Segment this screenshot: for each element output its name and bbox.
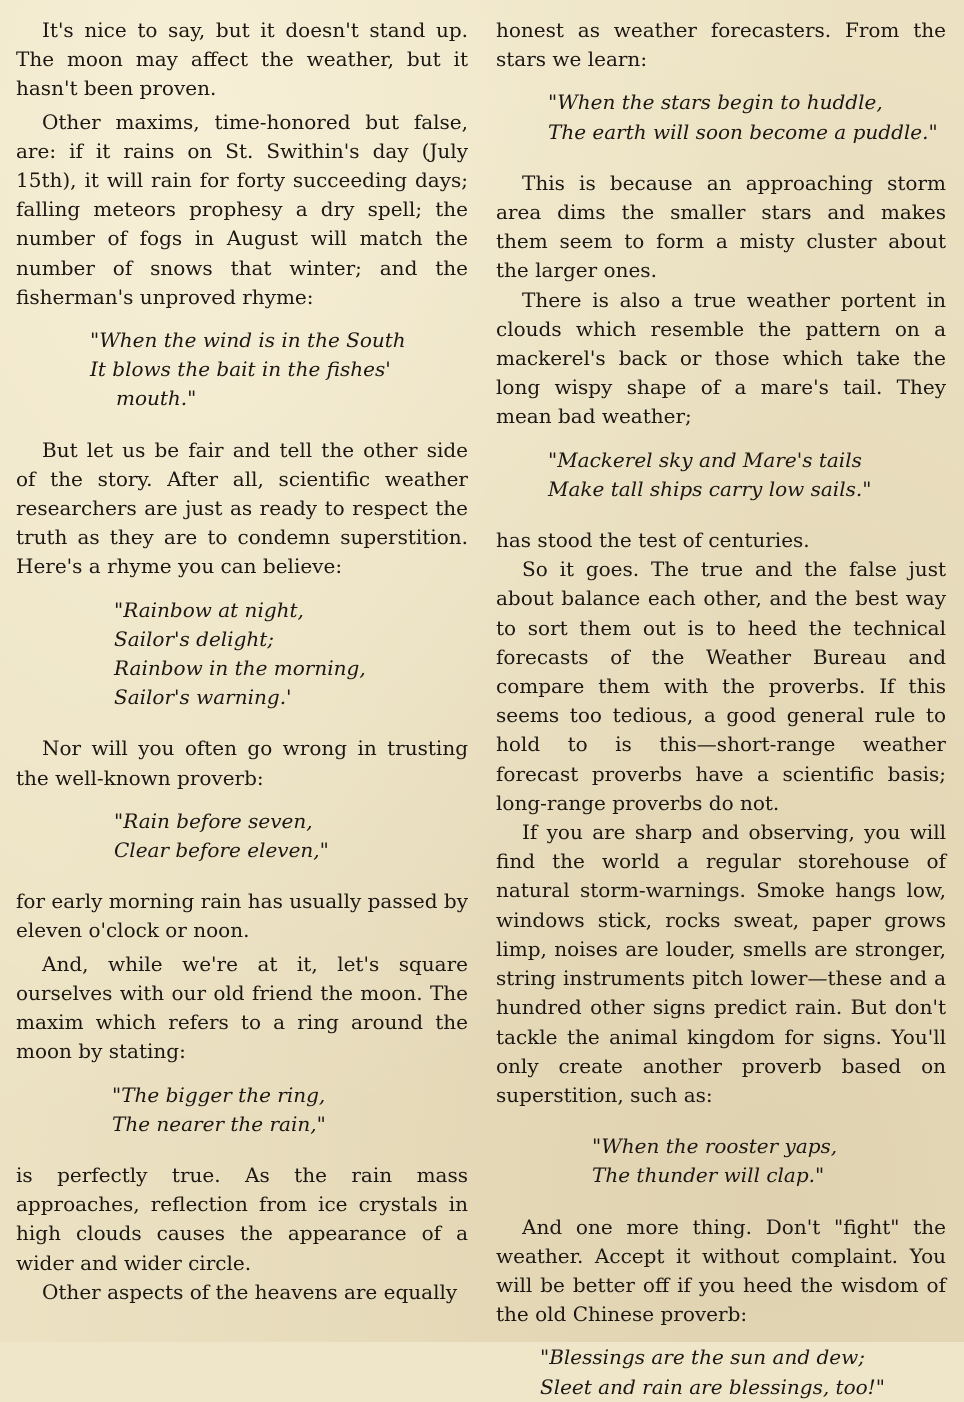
paragraph: And one more thing. Don't "fight" the weather. Accept it without complaint. You will be better off if you heed the wisdom of the old Chinese proverb: [496, 1214, 946, 1327]
paragraph: Other maxims, time-honored but false, are: if it rains on St. Swithin's day (July 15th), it will rain for forty succeeding days; falling meteors prophesy a dry spell; the number of fogs in August will match the number of snows that winter; and the fisherman's unproved rhyme: [16, 109, 468, 309]
verse-line: The earth will soon become a puddle." [548, 119, 938, 144]
paragraph: honest as weather forecasters. From the stars we learn: [496, 18, 946, 72]
paragraph: And, while we're at it, let's square ourselves with our old friend the moon. The maxim which refers to a ring around the moon by stating: [16, 951, 468, 1064]
paragraph: Other aspects of the heavens are equally [42, 1279, 458, 1304]
paragraph: is perfectly true. As the rain mass approaches, reflection from ice crystals in high clouds causes the appearance of a wider and wider circle. [16, 1162, 468, 1275]
verse-line: mouth." [116, 386, 197, 411]
paragraph: has stood the test of centuries. [496, 528, 810, 553]
paragraph: Nor will you often go wrong in trusting the well-known proverb: [16, 736, 468, 790]
verse-line: "When the stars begin to huddle, [548, 90, 883, 115]
verse-rain-before-seven [16, 807, 468, 865]
verse-line: "Mackerel sky and Mare's tails [548, 447, 862, 472]
verse-line: The nearer the rain," [112, 1111, 326, 1136]
right-column [496, 16, 946, 1402]
verse-wind-south [16, 326, 468, 414]
paragraph: for early morning rain has usually passed by eleven o'clock or noon. [16, 889, 468, 943]
verse-line: Make tall ships carry low sails." [548, 476, 872, 501]
left-column [16, 16, 468, 1307]
verse-rainbow [16, 596, 468, 713]
verse-blessings [496, 1343, 946, 1401]
verse-line: "The bigger the ring, [112, 1082, 326, 1107]
verse-line: "Blessings are the sun and dew; [540, 1345, 865, 1370]
verse-stars-huddle [496, 88, 946, 146]
verse-line: The thunder will clap." [592, 1163, 825, 1188]
verse-line: "Rainbow at night, [114, 597, 304, 622]
paragraph: But let us be fair and tell the other side of the story. After all, scientific weather researchers are just as ready to respect the truth as they are to condemn superstition. Here's a rhyme you can believe: [16, 437, 468, 579]
verse-rooster-yaps [496, 1132, 946, 1190]
verse-bigger-ring [16, 1081, 468, 1139]
verse-line: Sleet and rain are blessings, too!" [540, 1374, 885, 1399]
verse-line: "Rain before seven, [114, 808, 313, 833]
verse-mackerel-sky [496, 446, 946, 504]
verse-line: Clear before eleven," [114, 838, 329, 863]
verse-line: It blows the bait in the fishes' [90, 357, 391, 382]
paragraph: This is because an approaching storm area dims the smaller stars and makes them seem to form a misty cluster about the larger ones. [496, 170, 946, 283]
verse-line: Sailor's delight; [114, 626, 275, 651]
verse-line: "When the rooster yaps, [592, 1134, 838, 1159]
paragraph: If you are sharp and observing, you will find the world a regular storehouse of natural storm-warnings. Smoke hangs low, windows stick, rocks sweat, paper grows limp, noises are louder, smells are stronger, string instruments pitch lower—these and a hundred other signs predict rain. But don't tackle the animal kingdom for signs. You'll only create another proverb based on superstition, such as: [496, 820, 946, 1107]
verse-line: Sailor's warning.' [114, 685, 292, 710]
verse-line: Rainbow in the morning, [114, 656, 366, 681]
verse-line: "When the wind is in the South [90, 328, 406, 353]
paragraph: It's nice to say, but it doesn't stand up. The moon may affect the weather, but it hasn't been proven. [16, 18, 468, 101]
paragraph: So it goes. The true and the false just about balance each other, and the best way to sort them out is to heed the technical forecasts of the Weather Bureau and compare them with the proverbs. If this seems too tedious, a good general rule to hold to is this—short-range weather forecast proverbs have a scientific basis; long-range proverbs do not. [496, 557, 946, 815]
paragraph: There is also a true weather portent in clouds which resemble the pattern on a mackerel's back or those which take the long wispy shape of a mare's tail. They mean bad weather; [496, 287, 946, 429]
